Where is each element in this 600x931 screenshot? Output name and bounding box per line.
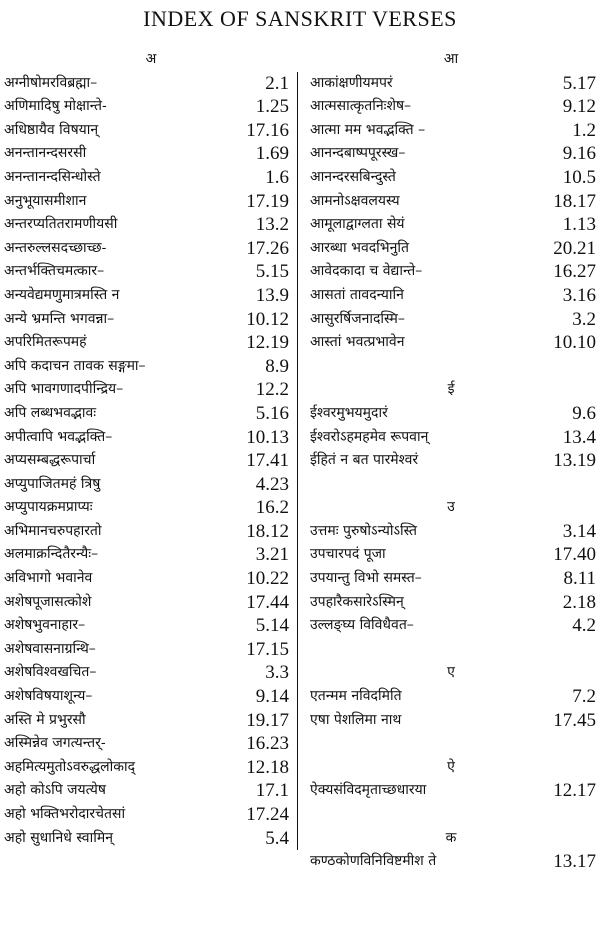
verse-text: आत्मा मम भवद्भक्ति – <box>310 121 426 138</box>
section-heading: क <box>445 829 457 846</box>
index-entry-row <box>4 685 298 709</box>
left-index-column <box>4 48 298 850</box>
index-entry-row <box>306 543 596 567</box>
verse-text: ईश्वरोऽहमहमेव रूपवान् <box>310 428 429 445</box>
verse-reference: 20.21 <box>553 237 596 259</box>
index-entry-row <box>306 709 596 733</box>
verse-text: उल्लङ्घ्य विविधैवत– <box>310 617 414 634</box>
index-entry-row <box>4 426 298 450</box>
verse-reference: 5.17 <box>562 72 596 94</box>
verse-reference: 9.12 <box>562 96 596 118</box>
verse-reference: 16.27 <box>553 261 596 283</box>
verse-text: उपहारैकसारेऽस्मिन् <box>310 593 404 610</box>
verse-text: अन्यवेद्यमणुमात्रमस्ति न <box>4 286 120 303</box>
verse-reference: 2.18 <box>562 591 596 613</box>
index-entry-row <box>4 709 298 733</box>
section-heading: ए <box>447 664 455 681</box>
section-heading: उ <box>447 499 455 516</box>
verse-reference: 1.6 <box>265 166 289 188</box>
index-entry-row <box>4 779 298 803</box>
index-entry-row <box>306 779 596 803</box>
verse-text: आनन्दरसबिन्दुस्ते <box>310 168 396 185</box>
verse-reference: 17.41 <box>246 450 289 472</box>
verse-text: आमनोऽक्षवलयस्य <box>310 192 400 209</box>
verse-reference: 16.2 <box>255 497 289 519</box>
index-entry-row <box>4 473 298 497</box>
verse-reference: 5.4 <box>265 827 289 849</box>
verse-text: आस्तां भवत्प्रभावेन <box>310 334 405 351</box>
index-entry-row <box>4 732 298 756</box>
verse-reference: 3.21 <box>255 544 289 566</box>
verse-reference: 13.19 <box>553 450 596 472</box>
index-entry-row <box>306 213 596 237</box>
verse-reference: 17.26 <box>246 237 289 259</box>
verse-reference: 3.16 <box>562 284 596 306</box>
index-entry-row <box>306 591 596 615</box>
verse-text: अपि कदाचन तावक सङ्गमा– <box>4 357 146 374</box>
index-entry-row <box>4 190 298 214</box>
verse-text: एतन्मम नविदमिति <box>310 688 402 705</box>
verse-text: ईहितं न बत पारमेश्वरं <box>310 452 419 469</box>
verse-text: अशेषवासनाग्रन्थि– <box>4 640 96 657</box>
verse-text: अहमित्यमुतोऽवरुद्धलोकाद् <box>4 758 136 775</box>
index-entry-row <box>4 496 298 520</box>
verse-text: अशेषपूजासत्कोशे <box>4 593 92 610</box>
verse-reference: 1.13 <box>562 214 596 236</box>
verse-text: अस्मिन्नेव जगत्यन्तर्- <box>4 735 106 752</box>
verse-reference: 13.2 <box>255 214 289 236</box>
verse-text: अग्नीषोमरविब्रह्मा– <box>4 74 98 91</box>
index-entry-row <box>306 142 596 166</box>
verse-text: अशेषविषयाशून्य– <box>4 688 93 705</box>
verse-reference: 4.2 <box>572 615 596 637</box>
spacer <box>306 473 596 497</box>
verse-text: अधिष्ठायैव विषयान् <box>4 121 99 138</box>
verse-reference: 7.2 <box>572 686 596 708</box>
index-entry-row <box>306 449 596 473</box>
verse-text: अपीत्वापि भवद्भक्ति– <box>4 428 113 445</box>
verse-text: अन्तरुल्लसदच्छाच्छ- <box>4 239 107 256</box>
verse-reference: 10.13 <box>246 426 289 448</box>
verse-text: अणिमादिषु मोक्षान्ते- <box>4 98 107 115</box>
verse-text: आनन्दबाष्पपूरस्ख– <box>310 145 406 162</box>
verse-reference: 3.3 <box>265 662 289 684</box>
verse-reference: 17.45 <box>553 709 596 731</box>
verse-reference: 17.15 <box>246 638 289 660</box>
verse-reference: 19.17 <box>246 709 289 731</box>
verse-text: आत्मसात्कृतनिःशेष– <box>310 98 412 115</box>
verse-text: अप्युपाजितमहं त्रिषु <box>4 475 101 492</box>
verse-text: अन्तरप्यतितरामणीयसी <box>4 216 118 233</box>
verse-text: अप्यसम्बद्धरूपार्चा <box>4 452 96 469</box>
verse-text: अनन्तानन्दसिन्धोस्ते <box>4 168 101 185</box>
index-entry-row <box>4 591 298 615</box>
verse-reference: 8.11 <box>563 568 596 590</box>
verse-reference: 12.2 <box>255 379 289 401</box>
index-entry-row <box>306 567 596 591</box>
index-entry-row <box>306 520 596 544</box>
index-entry-row <box>306 284 596 308</box>
index-entry-row <box>4 827 298 851</box>
index-entry-row <box>4 308 298 332</box>
index-entry-row <box>306 72 596 96</box>
verse-reference: 18.12 <box>246 520 289 542</box>
index-entry-row <box>4 449 298 473</box>
verse-text: अन्ये भ्रमन्ति भगवन्ना– <box>4 310 115 327</box>
verse-text: उत्तमः पुरुषोऽन्योऽस्ति <box>310 522 418 539</box>
index-entry-row <box>306 331 596 355</box>
index-entry-row <box>306 685 596 709</box>
index-entry-row <box>306 237 596 261</box>
verse-reference: 10.10 <box>553 332 596 354</box>
index-entry-row <box>4 803 298 827</box>
index-entry-row <box>4 520 298 544</box>
verse-reference: 12.18 <box>246 756 289 778</box>
verse-reference: 4.23 <box>255 473 289 495</box>
verse-reference: 9.16 <box>562 143 596 165</box>
verse-reference: 10.5 <box>562 166 596 188</box>
index-entry-row <box>4 237 298 261</box>
verse-reference: 16.23 <box>246 733 289 755</box>
index-entry-row <box>4 142 298 166</box>
verse-reference: 5.14 <box>255 615 289 637</box>
verse-text: उपयान्तु विभो समस्त– <box>310 570 422 587</box>
verse-text: अशेषविश्वखचित– <box>4 664 97 681</box>
index-entry-row <box>4 213 298 237</box>
right-index-column <box>306 48 596 874</box>
verse-text: आरब्धा भवदभिनुति <box>310 239 410 256</box>
verse-reference: 17.1 <box>255 780 289 802</box>
verse-reference: 1.69 <box>255 143 289 165</box>
index-entry-row <box>306 119 596 143</box>
verse-text: अनन्तानन्दसरसी <box>4 145 87 162</box>
section-heading: ऐ <box>447 758 455 775</box>
verse-text: आसतां तावदन्यानि <box>310 286 404 303</box>
verse-reference: 17.16 <box>246 119 289 141</box>
index-entry-row <box>306 850 596 874</box>
index-entry-row <box>306 402 596 426</box>
verse-reference: 3.2 <box>572 308 596 330</box>
index-entry-row <box>4 378 298 402</box>
index-entry-row <box>4 166 298 190</box>
verse-reference: 13.9 <box>255 284 289 306</box>
index-entry-row <box>306 95 596 119</box>
verse-reference: 18.17 <box>553 190 596 212</box>
index-entry-row <box>4 614 298 638</box>
verse-text: कण्ठकोणविनिविष्टमीश ते <box>310 853 437 870</box>
verse-text: अन्तर्भक्तिचमत्कार– <box>4 263 105 280</box>
index-entry-row <box>4 638 298 662</box>
index-entry-row <box>4 119 298 143</box>
verse-reference: 17.19 <box>246 190 289 212</box>
verse-reference: 2.1 <box>265 72 289 94</box>
spacer <box>306 732 596 756</box>
page-title: INDEX OF SANSKRIT VERSES <box>143 6 457 31</box>
index-entry-row <box>4 355 298 379</box>
verse-text: अशेषभुवनाहार– <box>4 617 86 634</box>
verse-text: एषा पेशलिमा नाथ <box>310 711 402 728</box>
verse-text: अपि भावगणादपीन्द्रिय– <box>4 381 124 398</box>
verse-text: आसुरर्षिजनादस्मि– <box>310 310 405 327</box>
index-entry-row <box>4 284 298 308</box>
verse-text: अस्ति मे प्रभुरसौ <box>4 711 86 728</box>
verse-text: अलमाक्रन्दितैरन्यैः– <box>4 546 99 563</box>
verse-text: आकांक्षणीयमपरं <box>310 74 393 91</box>
verse-reference: 10.22 <box>246 568 289 590</box>
index-entry-row <box>4 756 298 780</box>
verse-text: ऐक्यसंविदमृताच्छधारया <box>310 782 427 799</box>
verse-reference: 1.25 <box>255 96 289 118</box>
spacer <box>306 638 596 662</box>
verse-reference: 17.24 <box>246 804 289 825</box>
verse-reference: 12.19 <box>246 332 289 354</box>
index-entry-row <box>4 331 298 355</box>
section-heading: आ <box>443 51 459 67</box>
verse-reference: 9.6 <box>572 402 596 424</box>
verse-text: अहो भक्तिभरोदारचेतसां <box>4 806 126 822</box>
section-heading: ई <box>447 381 455 398</box>
index-entry-row <box>306 308 596 332</box>
verse-reference: 17.44 <box>246 591 289 613</box>
index-entry-row <box>4 567 298 591</box>
index-entry-row <box>306 166 596 190</box>
verse-text: अविभागो भवानेव <box>4 570 93 587</box>
section-heading: अ <box>145 51 157 67</box>
index-entry-row <box>4 72 298 96</box>
index-entry-row <box>4 543 298 567</box>
index-entry-row <box>306 260 596 284</box>
verse-reference: 1.2 <box>572 119 596 141</box>
verse-text: अप्युपायक्रमप्राप्यः <box>4 499 93 516</box>
index-entry-row <box>4 260 298 284</box>
verse-reference: 10.12 <box>246 308 289 330</box>
verse-reference: 13.4 <box>562 426 596 448</box>
index-entry-row <box>306 426 596 450</box>
verse-reference: 13.17 <box>553 851 596 873</box>
spacer <box>306 355 596 379</box>
verse-reference: 12.17 <box>553 780 596 802</box>
verse-text: अभिमानचरुपहारतो <box>4 522 102 539</box>
verse-reference: 5.16 <box>255 402 289 424</box>
verse-text: आमूलाद्वाग्लता सेयं <box>310 216 405 233</box>
index-entry-row <box>306 190 596 214</box>
verse-reference: 3.14 <box>562 520 596 542</box>
verse-reference: 9.14 <box>255 686 289 708</box>
verse-reference: 17.40 <box>553 544 596 566</box>
verse-reference: 8.9 <box>265 355 289 377</box>
spacer <box>306 803 596 827</box>
index-entry-row <box>4 661 298 685</box>
verse-text: अहो सुधानिधे स्वामिन् <box>4 829 113 846</box>
verse-text: अपरिमितरूपमहं <box>4 334 87 351</box>
index-entry-row <box>4 95 298 119</box>
verse-reference: 5.15 <box>255 261 289 283</box>
verse-text: अनुभूयासमीशान <box>4 192 87 209</box>
verse-text: उपचारपदं पूजा <box>310 546 386 563</box>
verse-text: ईश्वरमुभयमुदारं <box>310 404 388 421</box>
index-entry-row <box>4 402 298 426</box>
index-entry-row <box>306 614 596 638</box>
verse-text: अहो कोऽपि जयत्येष <box>4 782 106 799</box>
verse-text: अपि लब्धभवद्भावः <box>4 404 97 421</box>
verse-text: आवेदकादा च वेद्यान्ते– <box>310 263 423 280</box>
